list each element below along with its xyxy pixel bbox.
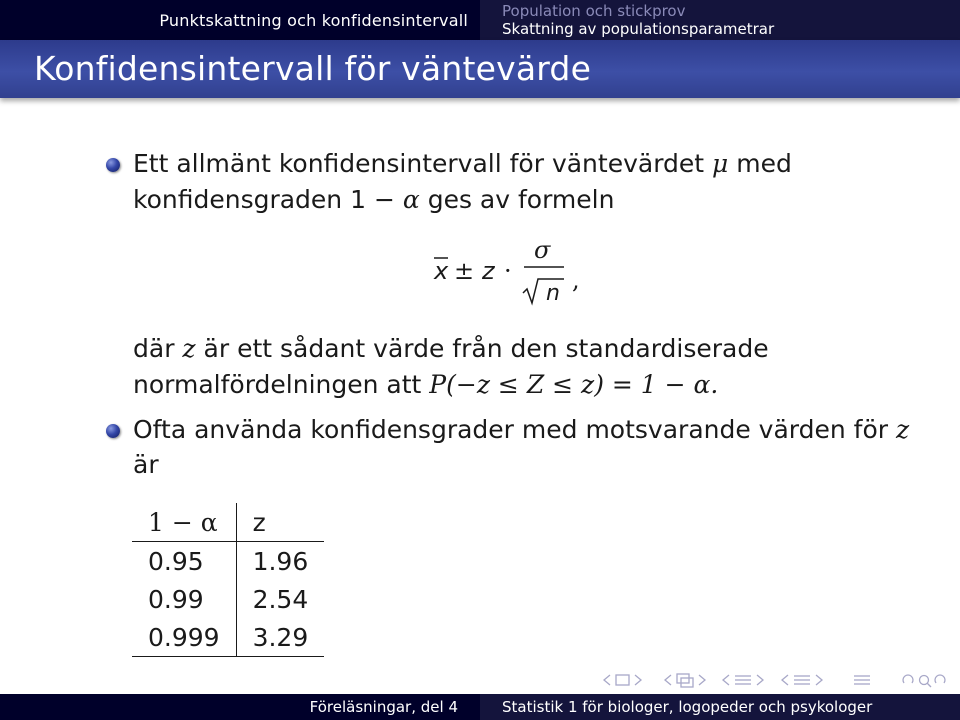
nav-subsection-icon[interactable] bbox=[665, 674, 705, 687]
nav-frame-icon[interactable] bbox=[604, 675, 641, 685]
nav-search-icon[interactable] bbox=[903, 675, 945, 687]
bullet1-line1 bbox=[133, 146, 792, 182]
sigma-symbol: σ bbox=[534, 236, 551, 264]
navigation-symbols bbox=[598, 670, 958, 690]
confidence-cell: 0.999 bbox=[132, 618, 236, 657]
alpha-symbol: α bbox=[402, 185, 420, 214]
z-cell: 3.29 bbox=[236, 618, 324, 657]
footer-bar bbox=[0, 694, 960, 720]
z-symbol: z bbox=[482, 257, 495, 285]
header-section-link[interactable]: Population och stickprov bbox=[502, 2, 686, 20]
z-cell: 1.96 bbox=[252, 546, 309, 576]
nav-section-icon[interactable] bbox=[723, 675, 763, 685]
header-section-title[interactable] bbox=[0, 0, 480, 40]
header-left-label: Punktskattning och konfidensintervall bbox=[159, 10, 468, 30]
xbar-symbol: x bbox=[434, 257, 449, 285]
header-subsection-link[interactable]: Skattning av populationsparametrar bbox=[502, 20, 775, 38]
explanation-z: z bbox=[182, 334, 196, 363]
frame-title-bar bbox=[0, 40, 960, 98]
header-navigation bbox=[480, 0, 960, 40]
table-row bbox=[132, 542, 324, 581]
explanation-text-a: där bbox=[133, 334, 175, 363]
bullet1-text-c: konfidensgraden 1 − bbox=[133, 185, 395, 214]
frame-title: Konfidensintervall för väntevärde bbox=[34, 49, 592, 88]
footer-right-label: Statistik 1 för biologer, logopeder och psykologer bbox=[502, 698, 873, 716]
bullet1-text-b: med bbox=[736, 149, 792, 178]
explanation-text-c: normalfördelningen att bbox=[133, 370, 422, 399]
footer-left-label: Föreläsningar, del 4 bbox=[309, 698, 458, 716]
formula-comma: , bbox=[572, 266, 580, 294]
footer-left bbox=[0, 694, 480, 720]
dot-symbol: · bbox=[504, 257, 512, 285]
explanation-text-b: är ett sådant värde från den standardiserade bbox=[203, 334, 769, 363]
n-symbol: n bbox=[546, 281, 560, 306]
table-header-row bbox=[132, 503, 324, 542]
table-row bbox=[132, 618, 324, 657]
ci-formula bbox=[430, 236, 590, 306]
confidence-cell: 0.99 bbox=[132, 580, 236, 618]
bullet2-line1 bbox=[133, 412, 909, 448]
header-bar bbox=[0, 0, 960, 40]
footer-right bbox=[480, 694, 960, 720]
explanation-line2 bbox=[133, 367, 718, 403]
header-z: z bbox=[236, 503, 324, 542]
nav-document-icon[interactable] bbox=[782, 675, 822, 685]
bullet-icon bbox=[106, 158, 120, 172]
header-confidence: 1 − α bbox=[132, 503, 236, 542]
z-cell: 2.54 bbox=[252, 584, 309, 614]
bullet2-line2: är bbox=[133, 450, 159, 479]
explanation-line1 bbox=[133, 331, 769, 367]
z-value-table bbox=[132, 503, 324, 657]
bullet2-z: z bbox=[896, 415, 910, 444]
plus-minus-symbol: ± bbox=[454, 257, 475, 285]
bullet-icon bbox=[106, 424, 120, 438]
bullet1-text-a: Ett allmänt konfidensintervall för väntevärdet bbox=[133, 149, 705, 178]
bullet1-line2 bbox=[133, 182, 614, 218]
bullet2-text-a: Ofta använda konfidensgrader med motsvarande värden för bbox=[133, 415, 889, 444]
table-row bbox=[132, 580, 324, 618]
confidence-cell: 0.95 bbox=[132, 542, 236, 581]
mu-symbol: μ bbox=[712, 149, 729, 178]
bullet1-text-d: ges av formeln bbox=[427, 185, 615, 214]
probability-expression: P(−z ≤ Z ≤ z) = 1 − α. bbox=[429, 370, 719, 399]
nav-appendix-icon[interactable] bbox=[854, 676, 870, 684]
